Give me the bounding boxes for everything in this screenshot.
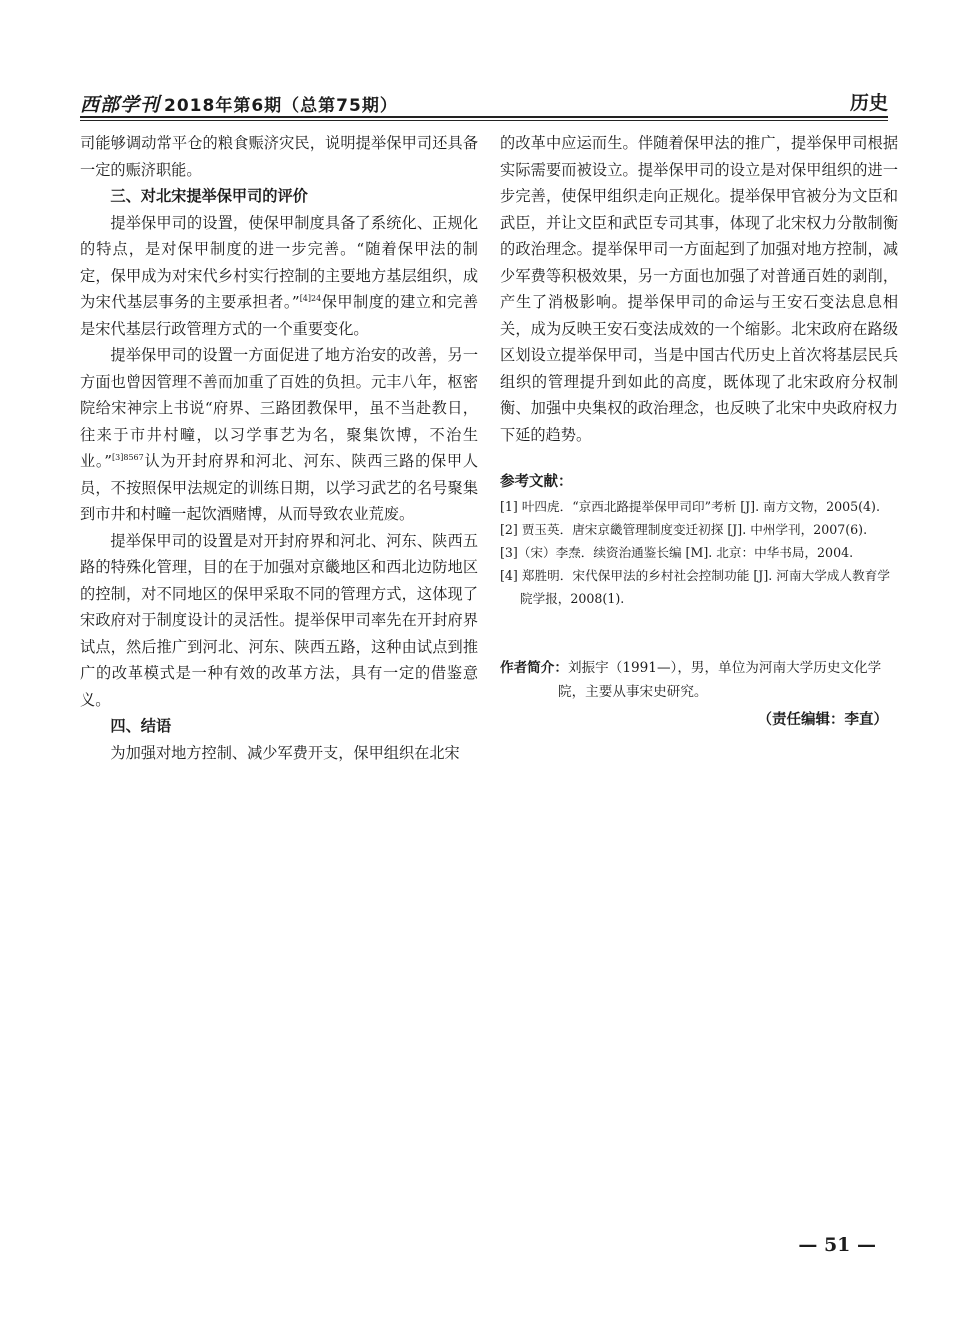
page-header — [80, 84, 888, 114]
paragraph-text: 保甲制度的建立和完善是宋代基层行政管理方式的一个重要变化。 — [80, 293, 478, 338]
paragraph: 为加强对地方控制、减少军费开支，保甲组织在北宋 — [110, 743, 460, 762]
journal-logo: 西部学刊 — [80, 94, 161, 116]
paragraph-text: 提举保甲司的设置，使保甲制度具备了系统化、正规化的特点，是对保甲制度的进一步完善。“随着保甲法的制定，保甲成为对宋代乡村实行控制的主要地方基层组织，成为宋代基层事务的主要承担者。” — [80, 213, 478, 311]
left-column — [80, 130, 478, 766]
paragraph: 的改革中应运而生。伴随着保甲法的推广，提举保甲司根据实际需要而被设立。提举保甲司的设立是对保甲组织的进一步完善，使保甲组织走向正规化。提举保甲官被分为文臣和武臣，并让文臣和武臣专司其事，体现了北宋权力分散制衡的政治理念。提举保甲司一方面起到了加强对地方控制，减少军费等积极效果，另一方面也加强了对普通百姓的剥削，产生了消极影响。提举保甲司的命运与王安石变法息息相关，成为反映王安石变法成效的一个缩影。北宋政府在路级区划设立提举保甲司，当是中国古代历史上首次将基层民兵组织的管理提升到如此的高度，既体现了北宋政府分权制衡、加强中央集权的政治理念，也反映了北宋中央政府权力下延的趋势。 — [500, 134, 898, 444]
citation-sup: [3]8567 — [112, 453, 144, 462]
page-number: — 51 — — [798, 1234, 876, 1256]
section-tag: 历史 — [849, 92, 888, 114]
author-bio — [500, 656, 892, 704]
journal-title — [80, 90, 398, 117]
reference-item: [4] 郑胜明．宋代保甲法的乡村社会控制功能 [J]. 河南大学成人教育学院学报，2008(1). — [500, 568, 890, 606]
paragraph: 提举保甲司的设置是对开封府界和河北、河东、陕西五路的特殊化管理，目的在于加强对京畿地区和西北边防地区的控制，对不同地区的保甲采取不同的管理方式，这体现了宋政府对于制度设计的灵活性。提举保甲司率先在开封府界试点，然后推广到河北、河东、陕西五路，这种由试点到推广的改革模式是一种有效的改革方法，具有一定的借鉴意义。 — [80, 531, 478, 709]
section-heading-evaluation: 三、对北宋提举保甲司的评价 — [110, 187, 308, 205]
paragraph-text: 认为开封府界和河北、河东、陕西三路的保甲人员，不按照保甲法规定的训练日期，以学习武艺的名号聚集到市井和村疃一起饮酒赌博，从而导致农业荒废。 — [80, 452, 479, 523]
responsible-editor: （责任编辑：李直） — [757, 712, 888, 728]
author-text: 刘振宇（1991—），男，单位为河南大学历史文化学院，主要从事宋史研究。 — [558, 660, 882, 700]
paragraph: 司能够调动常平仓的粮食赈济灾民，说明提举保甲司还具备一定的赈济职能。 — [80, 134, 478, 179]
reference-item: [1] 叶四虎．“京西北路提举保甲司印”考析 [J]. 南方文物，2005(4). — [500, 499, 880, 514]
references-title: 参考文献： — [500, 474, 573, 490]
paragraph — [80, 210, 478, 343]
reference-item: [2] 贾玉英．唐宋京畿管理制度变迁初探 [J]. 中州学刊，2007(6). — [500, 522, 868, 537]
section-heading-conclusion: 四、结语 — [110, 717, 172, 735]
citation-sup: [4]24 — [299, 294, 322, 303]
reference-item: [3]（宋）李焘．续资治通鉴长编 [M]. 北京：中华书局，2004. — [500, 545, 854, 560]
header-rule-thin — [80, 120, 888, 121]
author-label: 作者简介： — [500, 660, 568, 676]
paragraph-text: 提举保甲司的设置一方面促进了地方治安的改善，另一方面也曾因管理不善而加重了百姓的负担。元丰八年，枢密院给宋神宗上书说“府界、三路团教保甲，虽不当赴教日，往来于市井村疃，以习学事艺为名，聚集饮博，不治生业。” — [80, 346, 478, 470]
right-column — [500, 130, 898, 448]
journal-issue: 2018年第6期（总第75期） — [164, 96, 398, 116]
header-rule — [80, 116, 888, 118]
references — [500, 470, 890, 610]
paragraph — [80, 342, 478, 528]
